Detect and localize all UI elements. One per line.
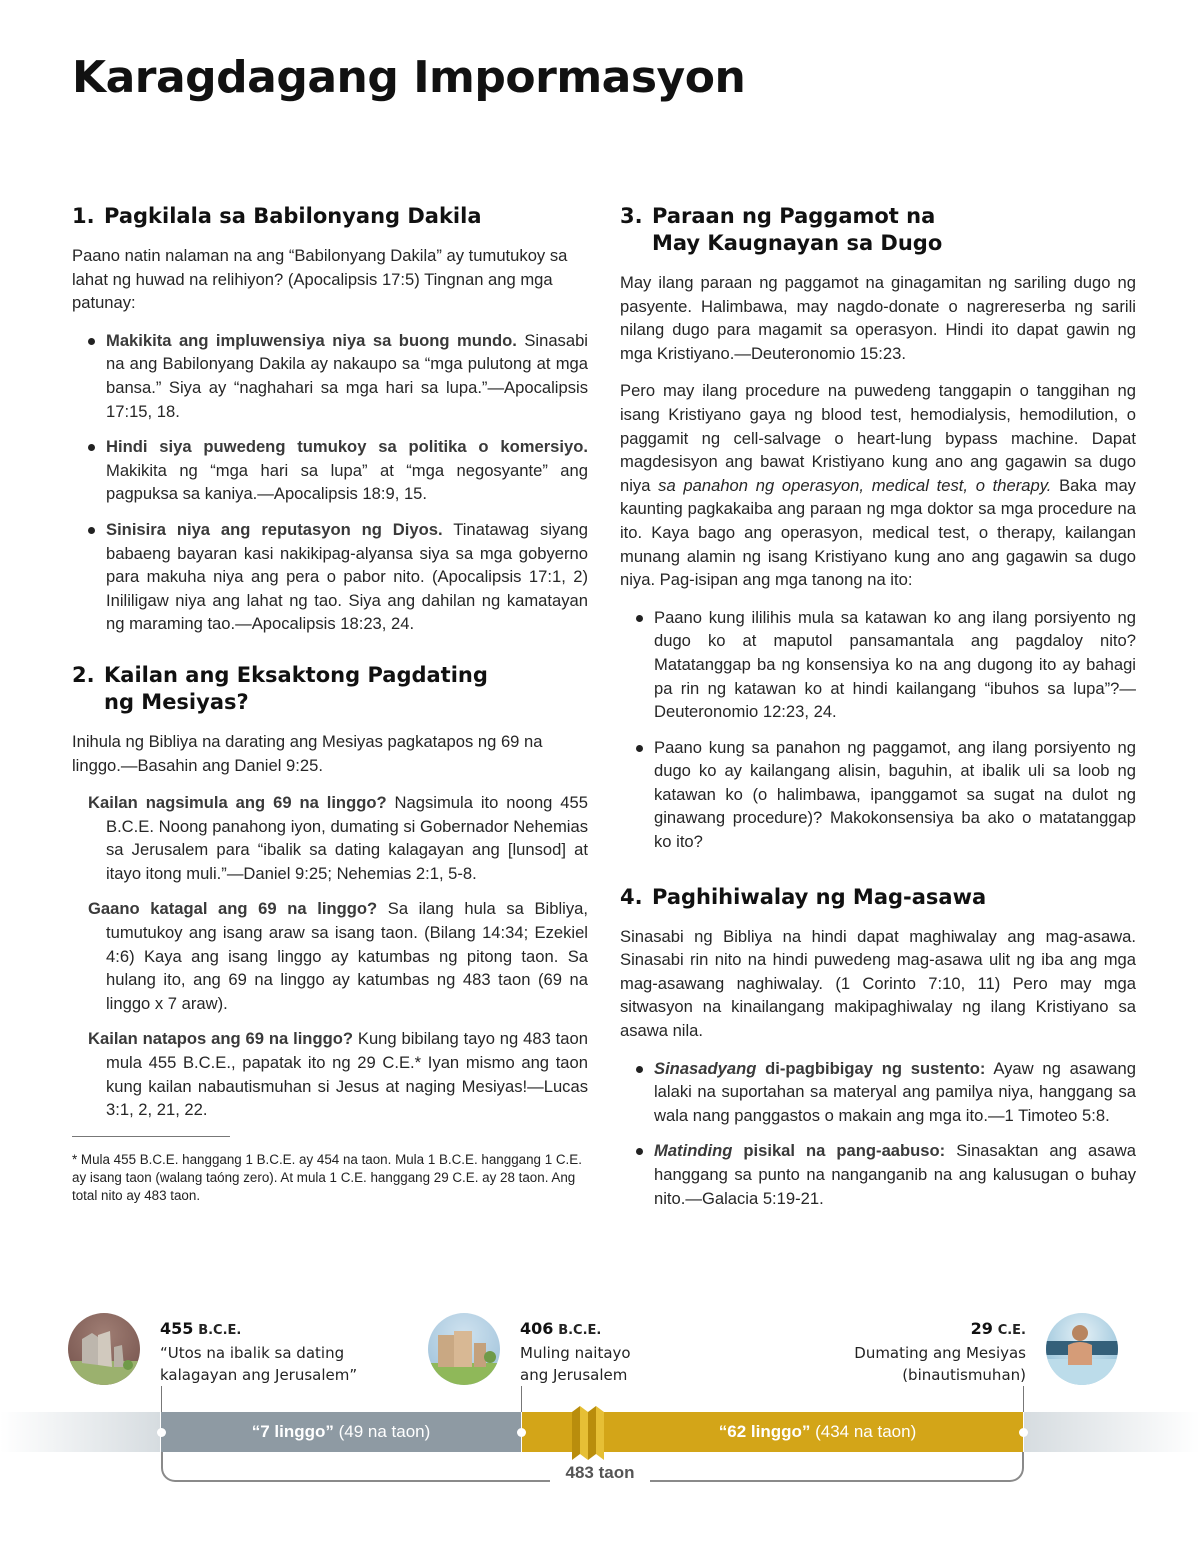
qa-item: Kailan natapos ang 69 na linggo? Kung bibilang tayo ng 483 taon mula 455 B.C.E., papatak ito ng 29 C.E.* Iyan mismo ang taon kung kailan nabautismuhan si Jesus at naging Mesiyas!—Lucas 3:1, 2, 21, 22. [88, 1029, 588, 1120]
question-list [636, 606, 1136, 854]
timeline-fade-left [0, 1412, 160, 1452]
section-heading: 3. Paraan ng Paggamot na May Kaugnayan sa Dugo [620, 204, 943, 255]
city-walls-icon [428, 1313, 500, 1385]
timeline-tick [1023, 1386, 1024, 1412]
section-intro: Sinasabi ng Bibliya na hindi dapat maghiwalay ang mag-asawa. Sinasabi rin nito na hindi puwedeng mag-asawa ulit ng iba ang mga mag-asawang naghiwalay. (1 Corinto 7:10, 11) Pero may mga sitwasyon na kinailangang makipaghiwalay ng ilang Kristiyano sa asawa nila. [620, 926, 1136, 1041]
left-column [72, 203, 588, 1205]
timeline-node [1019, 1428, 1028, 1437]
bullet-icon [636, 1066, 643, 1073]
timeline-event-455-bce: 455 B.C.E. “Utos na ibalik sa dating kalagayan ang Jerusalem” [160, 1319, 358, 1384]
section-heading: 1. Pagkilala sa Babilonyang Dakila [72, 204, 482, 228]
list-item: Paano kung ililihis mula sa katawan ko ang ilang porsiyento ng dugo ko at maputol pansamantala ang pagdaloy nito? Matatanggap ba ng konsensiya ko na ang dugong ito ay bahagi pa rin ng katawan ko at hindi kailangang “ibuhos sa lupa”?—Deuteronomio 12:23, 24. [636, 606, 1136, 724]
rebuilt-city-walls-image [428, 1313, 500, 1385]
list-item: Paano kung sa panahon ng paggamot, ang ilang porsiyento ng dugo ko ay kailangang alisin, baguhin, at ibalik uli sa loob ng katawan ko (o halimbawa, ipanggamot sa sugat na dulot ng ginawang procedure)? Makokonsensiya ba ako o matatanggap ko ito? [636, 736, 1136, 854]
footnote: * Mula 455 B.C.E. hanggang 1 B.C.E. ay 454 na taon. Mula 1 B.C.E. hanggang 1 C.E. ay isang taon (walang taóng zero). At mula 1 C.E. hanggang 29 C.E. ay 28 taon. Ang total nito ay 483 taon. [72, 1151, 582, 1203]
right-column [620, 203, 1136, 1228]
ruined-city-walls-image [68, 1313, 140, 1385]
page-title: Karagdagang Impormasyon [72, 52, 746, 103]
timeline-fade-right [1024, 1412, 1200, 1452]
section-intro: Paano natin nalaman na ang “Babilonyang Dakila” ay tumutukoy sa lahat ng huwad na relihiyon? (Apocalipsis 17:5) Tingnan ang mga patunay: [72, 246, 568, 313]
section-intro: Inihula ng Bibliya na darating ang Mesiyas pagkatapos ng 69 na linggo.—Basahin ang Daniel 9:25. [72, 731, 543, 775]
baptism-icon [1046, 1313, 1118, 1385]
segment-62-weeks: “62 linggo” (434 na taon) [522, 1412, 1023, 1452]
timeline-tick [521, 1386, 522, 1412]
timeline-event-406-bce: 406 B.C.E. Muling naitayo ang Jerusalem [520, 1319, 631, 1384]
list-item: Makikita ang impluwensiya niya sa buong mundo. Sinasabi na ang Babilonyang Dakila ay nakaupo sa “mga pulutong at mga bansa.” Siya ay “naghahari sa mga hari sa lupa.”—Apocalipsis 17:15, 18. [88, 329, 588, 423]
bullet-icon [636, 745, 643, 752]
timeline-event-29-ce: 29 C.E. Dumating ang Mesiyas (binautismuhan) [854, 1319, 1026, 1384]
segment-7-weeks: “7 linggo” (49 na taon) [161, 1412, 521, 1452]
section-paragraph: Pero may ilang procedure na puwedeng tanggapin o tanggihan ng isang Kristiyano gaya ng blood test, hemodialysis, hemodilution, o paggamit ng cell-salvage o heart-lung bypass machine. Dapat magdesisyon ang bawat Kristiyano kung ano ang gagawin sa dugo niya sa panahon ng operasyon, medical test, o therapy. Baka may kaunting pagkakaiba ang paraan ng mga doktor sa mga procedure na ito. Kaya bago ang operasyon, medical test, o therapy, kailangan munang alamin ng isang Kristiyano kung ano ang gagawin sa dugo niya. Pag-isipan ang mga tanong na ito: [620, 381, 1136, 590]
list-item: Sinasadyang di-pagbibigay ng sustento: Ayaw ng asawang lalaki na suportahan sa materyal ang pamilya niya, hanggang sa wala nang panggastos o makain ang mga ito.—1 Timoteo 5:8. [636, 1057, 1136, 1128]
total-span-label: 483 taon [550, 1463, 650, 1483]
bullet-icon [88, 444, 95, 451]
bullet-icon [636, 615, 643, 622]
timeline-tick [161, 1386, 162, 1412]
bullet-icon [88, 338, 95, 345]
section-paragraph: May ilang paraan ng paggamot na ginagamitan ng sariling dugo ng pasyente. Halimbawa, may nagdo-donate o nagrereserba ng sarili nilang dugo para magamit sa operasyon. Hindi ito dapat gawin ng mga Kristiyano.—Deuteronomio 15:23. [620, 273, 1136, 363]
list-item: Sinisira niya ang reputasyon ng Diyos. Tinatawag siyang babaeng bayaran kasi nakikipag-alyansa siya sa mga gobyerno para makuha niya ang pera o pabor nito. (Apocalipsis 17:1, 2) Inililigaw niya ang lahat ng tao. Siya ang dahilan ng kamatayan ng maraming tao.—Apocalipsis 18:23, 24. [88, 518, 588, 636]
section-paggamot-dugo [620, 203, 1136, 854]
list-item: Matinding pisikal na pang-aabuso: Sinasaktan ang asawa hanggang sa punto na nanganganib na ang kalusugan o buhay nito.—Galacia 5:19-21. [636, 1139, 1136, 1210]
reason-list [636, 1057, 1136, 1211]
qa-item: Kailan nagsimula ang 69 na linggo? Nagsimula ito noong 455 B.C.E. Noong panahong iyon, dumating si Gobernador Nehemias sa Jerusalem para “ibalik sa dating kalagayan ang [lunsod] at itayo itong muli.”—Daniel 9:25; Nehemias 2:1, 5-8. [88, 793, 588, 883]
list-item: Hindi siya puwedeng tumukoy sa politika o komersiyo. Makikita ng “mga hari sa lupa” at “mga negosyante” ang pagpuksa sa kaniya.—Apocalipsis 18:9, 15. [88, 435, 588, 506]
timeline-node [157, 1428, 166, 1437]
section-pagdating-ng-mesiyas [72, 662, 588, 1205]
section-heading: 2. Kailan ang Eksaktong Pagdating ng Mesiyas? [72, 662, 488, 714]
footnote-divider [72, 1136, 230, 1137]
timeline-node [517, 1428, 526, 1437]
section-paghihiwalay [620, 884, 1136, 1211]
bullet-icon [636, 1148, 643, 1155]
jesus-baptism-image [1046, 1313, 1118, 1385]
qa-item: Gaano katagal ang 69 na linggo? Sa ilang hula sa Bibliya, tumutukoy ang isang araw sa isang taon. (Bilang 14:34; Ezekiel 4:6) Kaya ang isang linggo ay katumbas ng pitong taon. Sa hulang ito, ang 69 na linggo ay katumbas ng 483 taon (69 na linggo x 7 araw). [88, 899, 588, 1013]
ruined-walls-icon [68, 1313, 140, 1385]
section-babilonyang-dakila [72, 203, 588, 636]
proof-list [88, 329, 588, 636]
bullet-icon [88, 527, 95, 534]
section-heading: 4. Paghihiwalay ng Mag-asawa [620, 884, 987, 909]
